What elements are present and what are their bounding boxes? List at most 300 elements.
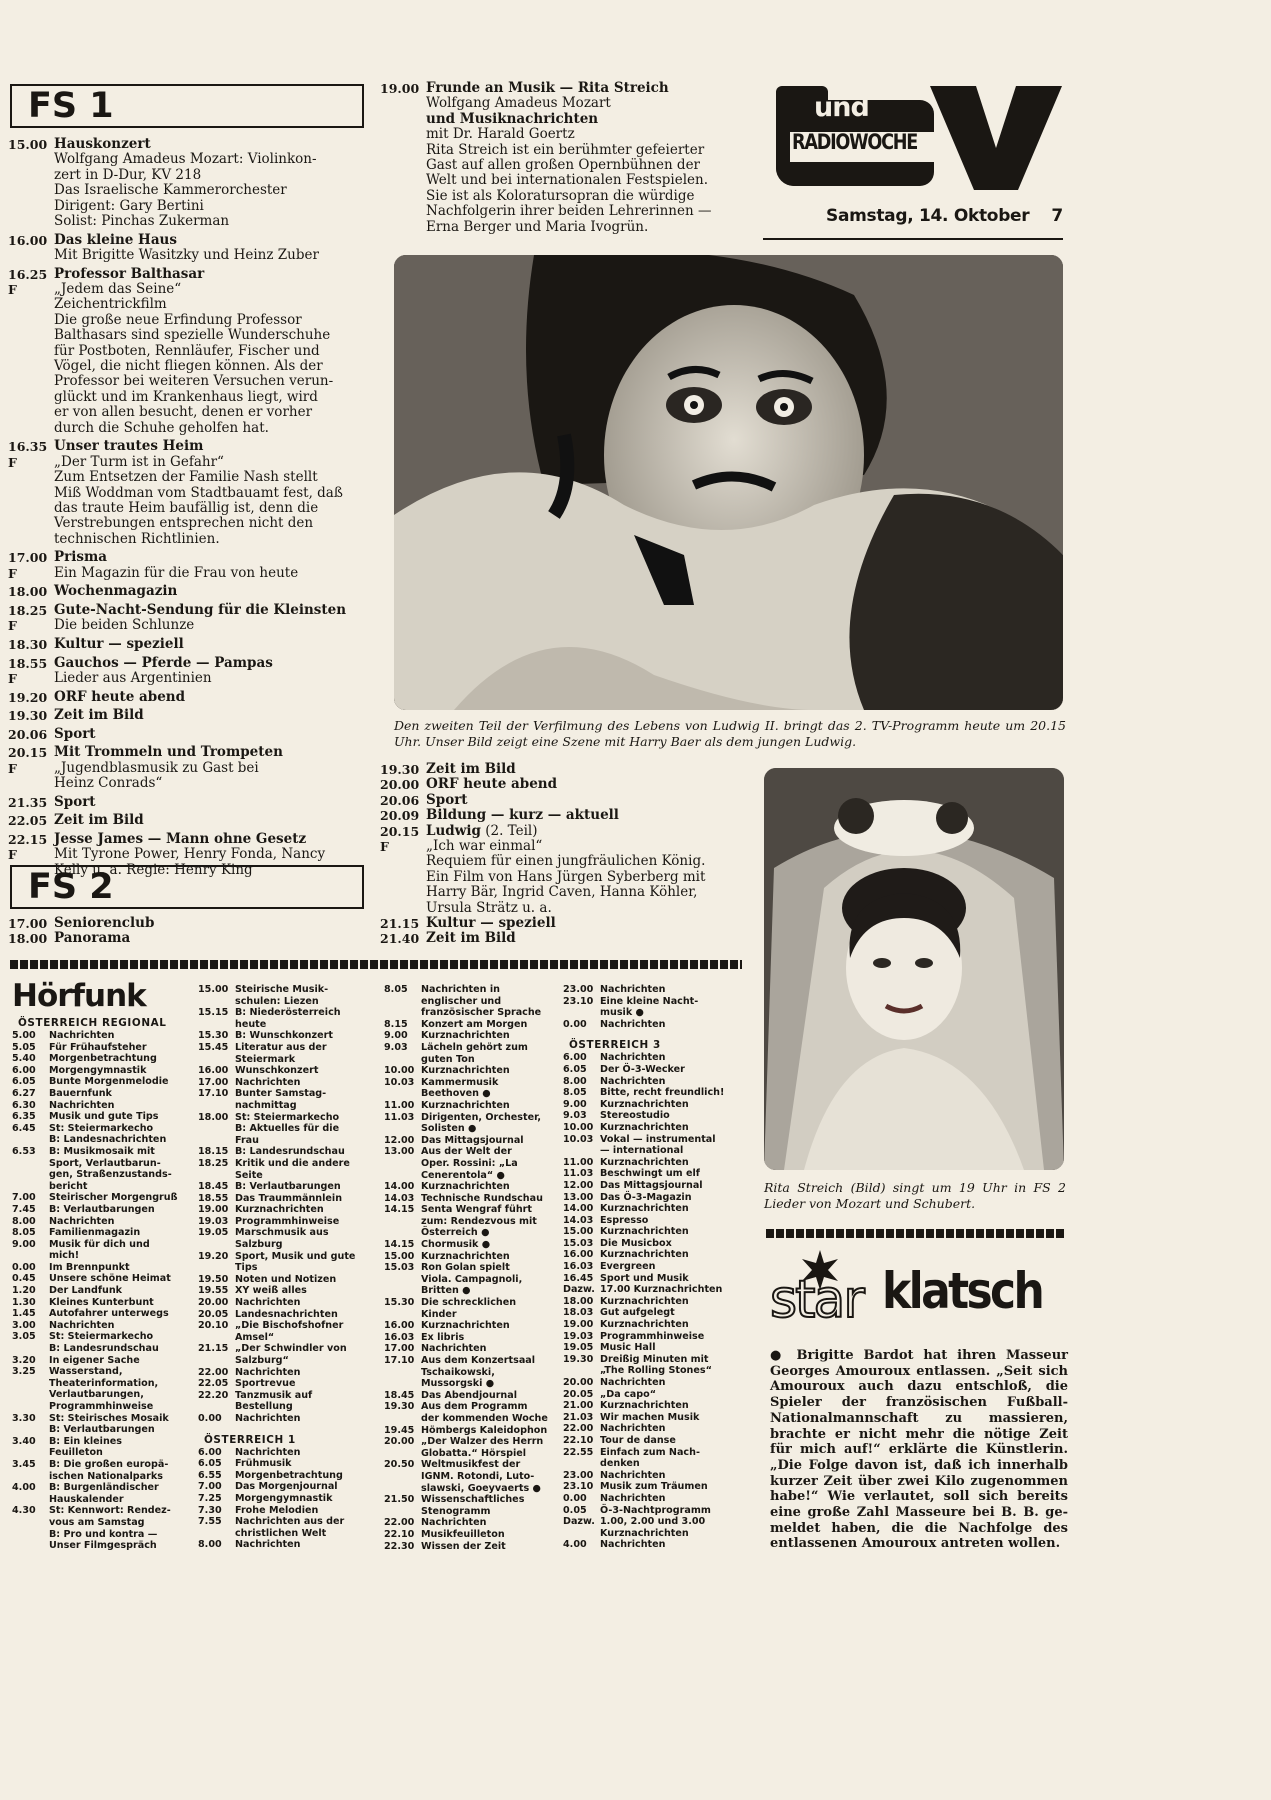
- programme-body: [54, 637, 368, 652]
- programme-title: [54, 745, 368, 760]
- programme-description-line: Mit Brigitte Wasitzky und Heinz Zuber: [54, 247, 319, 264]
- radio-title: B: Pro und kontra —: [49, 1528, 158, 1540]
- radio-entry: [563, 1249, 753, 1261]
- radio-title: Bitte, recht freundlich!: [600, 1087, 725, 1099]
- programme-title-text: Zeit im Bild: [426, 930, 516, 947]
- programme-body: [426, 762, 750, 777]
- radio-time: 0.05: [563, 1504, 587, 1516]
- radio-entry: [563, 1400, 753, 1412]
- radio-title: Sport und Musik: [600, 1272, 689, 1284]
- radio-entry: [198, 1065, 384, 1077]
- radio-entry: [563, 1157, 753, 1169]
- radio-time: [384, 1378, 421, 1390]
- colour-flag: F: [8, 847, 17, 863]
- radio-time: 18.25: [198, 1157, 229, 1169]
- radio-time: 9.00: [563, 1098, 587, 1110]
- radio-title: Nachrichten: [600, 1423, 666, 1435]
- radio-title: Kurznachrichten: [421, 1320, 510, 1332]
- radio-entry: [563, 1470, 753, 1482]
- programme-time: 20.06: [380, 792, 420, 808]
- programme-time: 18.25: [8, 602, 48, 618]
- radio-time: [12, 1424, 49, 1436]
- programme-title: [426, 824, 750, 839]
- radio-entry: [384, 1448, 570, 1460]
- colour-flag: F: [8, 454, 17, 470]
- radio-title: Programmhinweise: [235, 1215, 340, 1227]
- radio-time: 7.45: [12, 1203, 36, 1215]
- time-column: [380, 824, 426, 916]
- radio-time: 6.27: [12, 1087, 36, 1099]
- radio-entry: [384, 1146, 570, 1158]
- radio-title: Kurznachrichten: [421, 1099, 510, 1111]
- radio-entry: [384, 1413, 570, 1425]
- radio-title: Nachrichten: [421, 1343, 487, 1355]
- programme-description-line: Gast auf allen großen Opernbühnen der: [426, 157, 701, 174]
- radio-title: zum: Rendezvous mit: [421, 1215, 537, 1227]
- programme-entry: [380, 824, 750, 916]
- time-column: [380, 777, 426, 792]
- radio-time: [12, 1134, 49, 1146]
- radio-time: 21.00: [563, 1400, 594, 1412]
- programme-description-line: Zum Entsetzen der Familie Nash stellt: [54, 469, 318, 486]
- radio-entry: [384, 1320, 570, 1332]
- radio-entry: [198, 1516, 384, 1528]
- radio-time: 0.00: [563, 1018, 587, 1030]
- radio-time: 6.00: [198, 1446, 222, 1458]
- radio-entry: [12, 1366, 196, 1378]
- radio-title: Steiermark: [235, 1053, 296, 1065]
- programme-title: [54, 916, 308, 931]
- radio-title: Lächeln gehört zum: [421, 1041, 528, 1053]
- radio-time: [384, 1158, 421, 1170]
- programme-body: [54, 550, 368, 581]
- radio-time: [384, 1285, 421, 1297]
- radio-time: 14.15: [384, 1204, 415, 1216]
- time-column: [8, 439, 54, 547]
- radio-time: 0.45: [12, 1273, 36, 1285]
- programme-title-text: Mit Trommeln und Trompeten: [54, 744, 283, 761]
- radio-entry: [384, 1216, 570, 1228]
- radio-entry: [384, 1517, 570, 1529]
- radio-title: Cenerentola“ ●: [421, 1169, 505, 1181]
- radio-title: Kurznachrichten: [600, 1121, 689, 1133]
- programme-description-line: Miß Woddman vom Stadtbauamt fest, daß: [54, 484, 343, 501]
- programme-title: [54, 656, 368, 671]
- radio-entry: [384, 1541, 570, 1553]
- radio-entry: [12, 1239, 196, 1251]
- programme-title: [426, 81, 742, 96]
- time-column: [8, 656, 54, 687]
- starklatsch-logo: [770, 1254, 1070, 1340]
- radio-title: Wasserstand,: [49, 1366, 123, 1378]
- radio-time: 8.00: [198, 1539, 222, 1551]
- radio-entry: [12, 1436, 196, 1448]
- radio-title: Nachrichten in: [421, 984, 500, 995]
- radio-time: [12, 1471, 49, 1483]
- radio-entry: [563, 1007, 753, 1019]
- starklatsch-line: brachte er nicht mehr die nötige Zeit: [770, 1426, 1068, 1442]
- radio-title: Das Mittagsjournal: [600, 1179, 703, 1191]
- radio-title: Aus der Welt der: [421, 1146, 512, 1158]
- starklatsch-line: meldet haben, die die Nachfolge des: [770, 1520, 1068, 1536]
- programme-description-line: Heinz Conrads“: [54, 775, 163, 792]
- radio-title: der kommenden Woche: [421, 1412, 548, 1424]
- radio-time: 8.05: [384, 984, 408, 995]
- radio-entry: [563, 1435, 753, 1447]
- radio-title: Das Abendjournal: [421, 1389, 518, 1401]
- radio-entry: [384, 1193, 570, 1205]
- radio-time: 3.25: [12, 1366, 36, 1378]
- radio-time: 13.00: [563, 1191, 594, 1203]
- radio-time: 8.05: [563, 1087, 587, 1099]
- radio-title: Morgengymnastik: [235, 1492, 333, 1504]
- radio-title: Nachrichten: [235, 1446, 301, 1458]
- radio-entry: [563, 1261, 753, 1273]
- programme-title-text: Jesse James — Mann ohne Gesetz: [54, 830, 307, 847]
- time-column: [8, 745, 54, 791]
- programme-entry: [8, 916, 308, 931]
- radio-entry: [198, 1274, 384, 1286]
- starklatsch-line: eine große Zahl Masseure bei B. B. ge-: [770, 1505, 1068, 1521]
- starklatsch-line: kurzer Zeit über zwei Kilo zugenommen: [770, 1473, 1068, 1489]
- time-column: [8, 708, 54, 723]
- radio-entry: [12, 1146, 196, 1158]
- radio-entry: [198, 1181, 384, 1193]
- radio-title: Kurznachrichten: [421, 1030, 510, 1042]
- programme-title-text: Frunde an Musik — Rita Streich: [426, 80, 669, 96]
- radio-time: 10.03: [384, 1076, 415, 1088]
- programme-description-line: für Postboten, Rennläufer, Fischer und: [54, 342, 320, 359]
- radio-title: B: Landesrundschau: [49, 1343, 159, 1355]
- radio-title: St: Steiermarkecho: [49, 1331, 154, 1343]
- radio-time: 12.00: [384, 1134, 415, 1146]
- radio-entry: [563, 1493, 753, 1505]
- radio-entry: [563, 1377, 753, 1389]
- colour-flag: F: [8, 282, 17, 298]
- radio-title: Autofahrer unterwegs: [49, 1308, 169, 1320]
- radio-column-3: [384, 984, 570, 1552]
- radio-title: Nachrichten: [235, 1412, 301, 1424]
- radio-time: 15.30: [384, 1297, 415, 1309]
- starklatsch-line: für mich auf!“ erklärte die Künstlerin.: [770, 1442, 1068, 1458]
- programme-entry: [8, 137, 368, 229]
- radio-time: [198, 1528, 235, 1540]
- radio-entry: [384, 1343, 570, 1355]
- radio-title: B: Ein kleines: [49, 1435, 123, 1447]
- radio-time: 8.00: [12, 1215, 36, 1227]
- radio-time: 5.00: [12, 1030, 36, 1041]
- radio-title: Nachrichten: [49, 1215, 115, 1227]
- radio-time: 23.00: [563, 984, 594, 995]
- photo2-caption: Rita Streich (Bild) singt um 19 Uhr in FS 2 Lieder von Mozart und Schubert.: [764, 1180, 1066, 1211]
- time-column: [380, 793, 426, 808]
- radio-title: Programmhinweise: [49, 1401, 154, 1412]
- radio-time: 18.03: [563, 1307, 594, 1319]
- programme-body: [54, 795, 368, 810]
- radio-time: 4.30: [12, 1505, 36, 1517]
- programme-time: 20.09: [380, 808, 420, 824]
- radio-entry: [563, 1342, 753, 1354]
- radio-time: [384, 1007, 421, 1019]
- radio-entry: [384, 1425, 570, 1437]
- radio-title: Tanzmusik auf: [235, 1389, 313, 1401]
- radio-entry: [563, 1145, 753, 1157]
- radio-time: 16.00: [384, 1320, 415, 1332]
- radio-time: [384, 1054, 421, 1066]
- time-column: [8, 584, 54, 599]
- radio-entry: [12, 1030, 196, 1042]
- programme-title-text: Hauskonzert: [54, 136, 151, 152]
- radio-title: Aus dem Programm: [421, 1401, 528, 1413]
- radio-title: Kurznachrichten: [600, 1098, 689, 1110]
- programme-entry: [8, 795, 368, 810]
- radio-entry: [563, 1505, 753, 1517]
- radio-title: Stenogramm: [421, 1505, 491, 1517]
- programme-body: [54, 708, 368, 723]
- radio-entry: [198, 1216, 384, 1228]
- radio-time: 5.05: [12, 1041, 36, 1053]
- radio-entry: [12, 1389, 196, 1401]
- radio-time: [198, 1239, 235, 1251]
- radio-title: Music Hall: [600, 1342, 656, 1354]
- radio-title: Steirischer Morgengruß: [49, 1192, 178, 1204]
- radio-entry: [198, 1505, 384, 1517]
- radio-time: 22.00: [198, 1366, 229, 1378]
- radio-time: [384, 1413, 421, 1425]
- programme-time: 18.00: [8, 931, 48, 947]
- radio-title: Literatur aus der: [235, 1041, 327, 1053]
- radio-time: [198, 1401, 235, 1413]
- programme-title: [54, 584, 368, 599]
- radio-time: 6.45: [12, 1122, 36, 1134]
- radio-title: B: Wunschkonzert: [235, 1030, 333, 1042]
- radio-entry: [198, 1100, 384, 1112]
- radio-entry: [563, 1215, 753, 1227]
- programme-body: [426, 112, 742, 235]
- radio-entry: [198, 1227, 384, 1239]
- radio-time: [12, 1343, 49, 1355]
- radio-entry: [384, 1100, 570, 1112]
- radio-title: Senta Wengraf führt: [421, 1204, 532, 1216]
- radio-entry: [384, 1227, 570, 1239]
- programme-title: [426, 112, 742, 127]
- radio-time: Dazw.: [563, 1516, 595, 1528]
- programme-description-line: Balthasars sind spezielle Wunderschuhe: [54, 327, 331, 344]
- radio-entry: [198, 1447, 384, 1459]
- radio-title: Musik für dich und: [49, 1238, 150, 1250]
- programme-body: [426, 777, 750, 792]
- radio-entry: [12, 1297, 196, 1309]
- radio-title: Nachrichten: [600, 1469, 666, 1481]
- radio-title: B: Aktuelles für die: [235, 1123, 340, 1135]
- radio-title: Sport, Verlautbarun-: [49, 1157, 161, 1169]
- radio-time: 3.45: [12, 1458, 36, 1470]
- starklatsch-line: „Die Folge davon ist, daß ich innerhalb: [770, 1457, 1068, 1473]
- radio-time: 7.25: [198, 1492, 222, 1504]
- programme-title: [54, 637, 368, 652]
- radio-title: Nachrichten: [600, 1018, 666, 1030]
- radio-time: 10.00: [563, 1121, 594, 1133]
- programme-description-line: er von allen besucht, denen er vorher: [54, 404, 313, 421]
- radio-time: [198, 1332, 235, 1344]
- radio-title: 17.00 Kurznachrichten: [600, 1284, 723, 1296]
- radio-entry: [198, 1343, 384, 1355]
- programme-title-text: Prisma: [54, 549, 108, 566]
- radio-entry: [12, 1134, 196, 1146]
- radio-title: Einfach zum Nach-: [600, 1446, 700, 1458]
- radio-entry: [12, 1308, 196, 1320]
- radio-time: 16.03: [563, 1261, 594, 1273]
- programme-body: [54, 690, 368, 705]
- radio-title: „Der Walzer des Herrn: [421, 1436, 544, 1448]
- programme-title: [54, 267, 368, 282]
- radio-entry: [12, 1459, 196, 1471]
- radio-time: 19.50: [198, 1273, 229, 1285]
- time-column: [8, 267, 54, 436]
- radio-title: Wunschkonzert: [235, 1065, 319, 1077]
- radio-time: 19.55: [198, 1285, 229, 1297]
- radio-entry: [384, 1112, 570, 1124]
- radio-entry: [563, 1052, 753, 1064]
- radio-time: 19.05: [198, 1227, 229, 1239]
- radio-entry: [12, 1482, 196, 1494]
- radio-entry: [563, 1307, 753, 1319]
- radio-entry: [384, 1483, 570, 1495]
- radio-title: Vokal — instrumental: [600, 1133, 716, 1145]
- radio-entry: [563, 1180, 753, 1192]
- radio-title: Unser Filmgespräch: [49, 1540, 157, 1552]
- radio-time: [198, 1123, 235, 1135]
- radio-title: Frau: [235, 1134, 259, 1146]
- fs2-schedule-start: [8, 916, 308, 947]
- radio-time: 21.50: [384, 1494, 415, 1506]
- radio-time: 14.00: [384, 1181, 415, 1193]
- radio-entry: [198, 1367, 384, 1379]
- programme-title: [426, 808, 750, 823]
- programme-entry: [8, 690, 368, 705]
- programme-time: 22.05: [8, 813, 48, 829]
- radio-entry: [12, 1505, 196, 1517]
- radio-time: 18.00: [563, 1295, 594, 1307]
- programme-entry: [380, 931, 750, 946]
- radio-entry: [563, 1412, 753, 1424]
- colour-flag: F: [8, 670, 17, 686]
- radio-title: Nachrichten aus der: [235, 1516, 345, 1528]
- radio-time: 0.00: [12, 1261, 36, 1273]
- radio-time: 10.00: [384, 1065, 415, 1077]
- radio-time: 6.55: [198, 1469, 222, 1481]
- radio-title: Konzert am Morgen: [421, 1018, 528, 1030]
- radio-title: Nachrichten: [600, 1492, 666, 1504]
- programme-time: 20.06: [8, 726, 48, 742]
- radio-title: Salzburg: [235, 1239, 283, 1251]
- programme-description-line: Wolfgang Amadeus Mozart: Violinkon-: [54, 151, 317, 168]
- radio-entry: [563, 1168, 753, 1180]
- radio-entry: [198, 1251, 384, 1263]
- radio-entry: [563, 1296, 753, 1308]
- radio-title: „Da capo“: [600, 1388, 657, 1400]
- radio-entry: [384, 1158, 570, 1170]
- programme-entry: [8, 727, 368, 742]
- radio-title: Bauernfunk: [49, 1087, 112, 1099]
- radio-column-1: [12, 1016, 196, 1552]
- programme-body: [54, 916, 308, 931]
- radio-entry: [198, 1378, 384, 1390]
- programme-title-text: Wochenmagazin: [54, 583, 178, 600]
- radio-time: 6.05: [563, 1063, 587, 1075]
- radio-entry: [384, 1065, 570, 1077]
- radio-time: 22.00: [563, 1423, 594, 1435]
- radio-title: B: Verlautbarungen: [49, 1203, 155, 1215]
- programme-time: 19.30: [8, 708, 48, 724]
- programme-description-line: Wolfgang Amadeus Mozart: [426, 95, 611, 112]
- programme-title: [54, 931, 308, 946]
- radio-time: 22.20: [198, 1389, 229, 1401]
- time-column: [380, 112, 426, 235]
- radio-title: B: Landesnachrichten: [49, 1134, 167, 1146]
- radio-column-4: [563, 984, 753, 1551]
- fs2-header: FS 2: [10, 865, 364, 909]
- radio-time: [563, 1365, 600, 1377]
- programme-description-line: Verstrebungen entsprechen nicht den: [54, 515, 314, 532]
- station-heading: ÖSTERREICH 3: [569, 1039, 661, 1052]
- programme-time: 16.35: [8, 439, 48, 455]
- radio-title: Kurznachrichten: [600, 1295, 689, 1307]
- radio-entry: [384, 1506, 570, 1518]
- radio-title: Musikfeuilleton: [421, 1528, 505, 1540]
- radio-entry: [12, 1285, 196, 1297]
- radio-time: 11.03: [563, 1168, 594, 1180]
- radio-time: [12, 1540, 49, 1552]
- radio-time: 22.55: [563, 1446, 594, 1458]
- radio-time: 11.00: [563, 1156, 594, 1168]
- programme-description-line: das traute Heim baufällig ist, denn die: [54, 499, 319, 516]
- radio-title: Hömbergs Kaleidophon: [421, 1424, 548, 1436]
- colour-flag: F: [8, 760, 17, 776]
- radio-time: 6.35: [12, 1111, 36, 1123]
- radio-title: heute: [235, 1018, 267, 1030]
- programme-entry: [8, 745, 368, 791]
- radio-title: Die schrecklichen: [421, 1297, 517, 1309]
- radio-entry: [198, 1320, 384, 1332]
- radio-title: Kurznachrichten: [600, 1527, 689, 1539]
- programme-title-text: ORF heute abend: [426, 776, 558, 793]
- radio-time: [563, 1007, 600, 1019]
- programme-description-line: Harry Bär, Ingrid Caven, Hanna Köhler,: [426, 884, 698, 901]
- radio-entry: [198, 1170, 384, 1182]
- programme-body: [426, 916, 750, 931]
- logo-und: und: [814, 92, 869, 123]
- programme-title: [426, 762, 750, 777]
- radio-column-2: [198, 984, 384, 1551]
- radio-title: ischen Nationalparks: [49, 1470, 163, 1482]
- radio-entry: [384, 1170, 570, 1182]
- radio-time: 3.20: [12, 1354, 36, 1366]
- radio-time: 17.00: [384, 1343, 415, 1355]
- radio-entry: [12, 1413, 196, 1425]
- radio-entry: [12, 1494, 196, 1506]
- masthead-rule: [763, 238, 1063, 240]
- radio-time: [12, 1181, 49, 1193]
- programme-description-line: mit Dr. Harald Goertz: [426, 126, 575, 143]
- radio-entry: [384, 1030, 570, 1042]
- radio-entry: [198, 1539, 384, 1551]
- radio-entry: [384, 1436, 570, 1448]
- radio-entry: [384, 1019, 570, 1031]
- radio-title: — international: [600, 1145, 684, 1157]
- radio-time: [384, 1227, 421, 1239]
- radio-time: 11.00: [384, 1099, 415, 1111]
